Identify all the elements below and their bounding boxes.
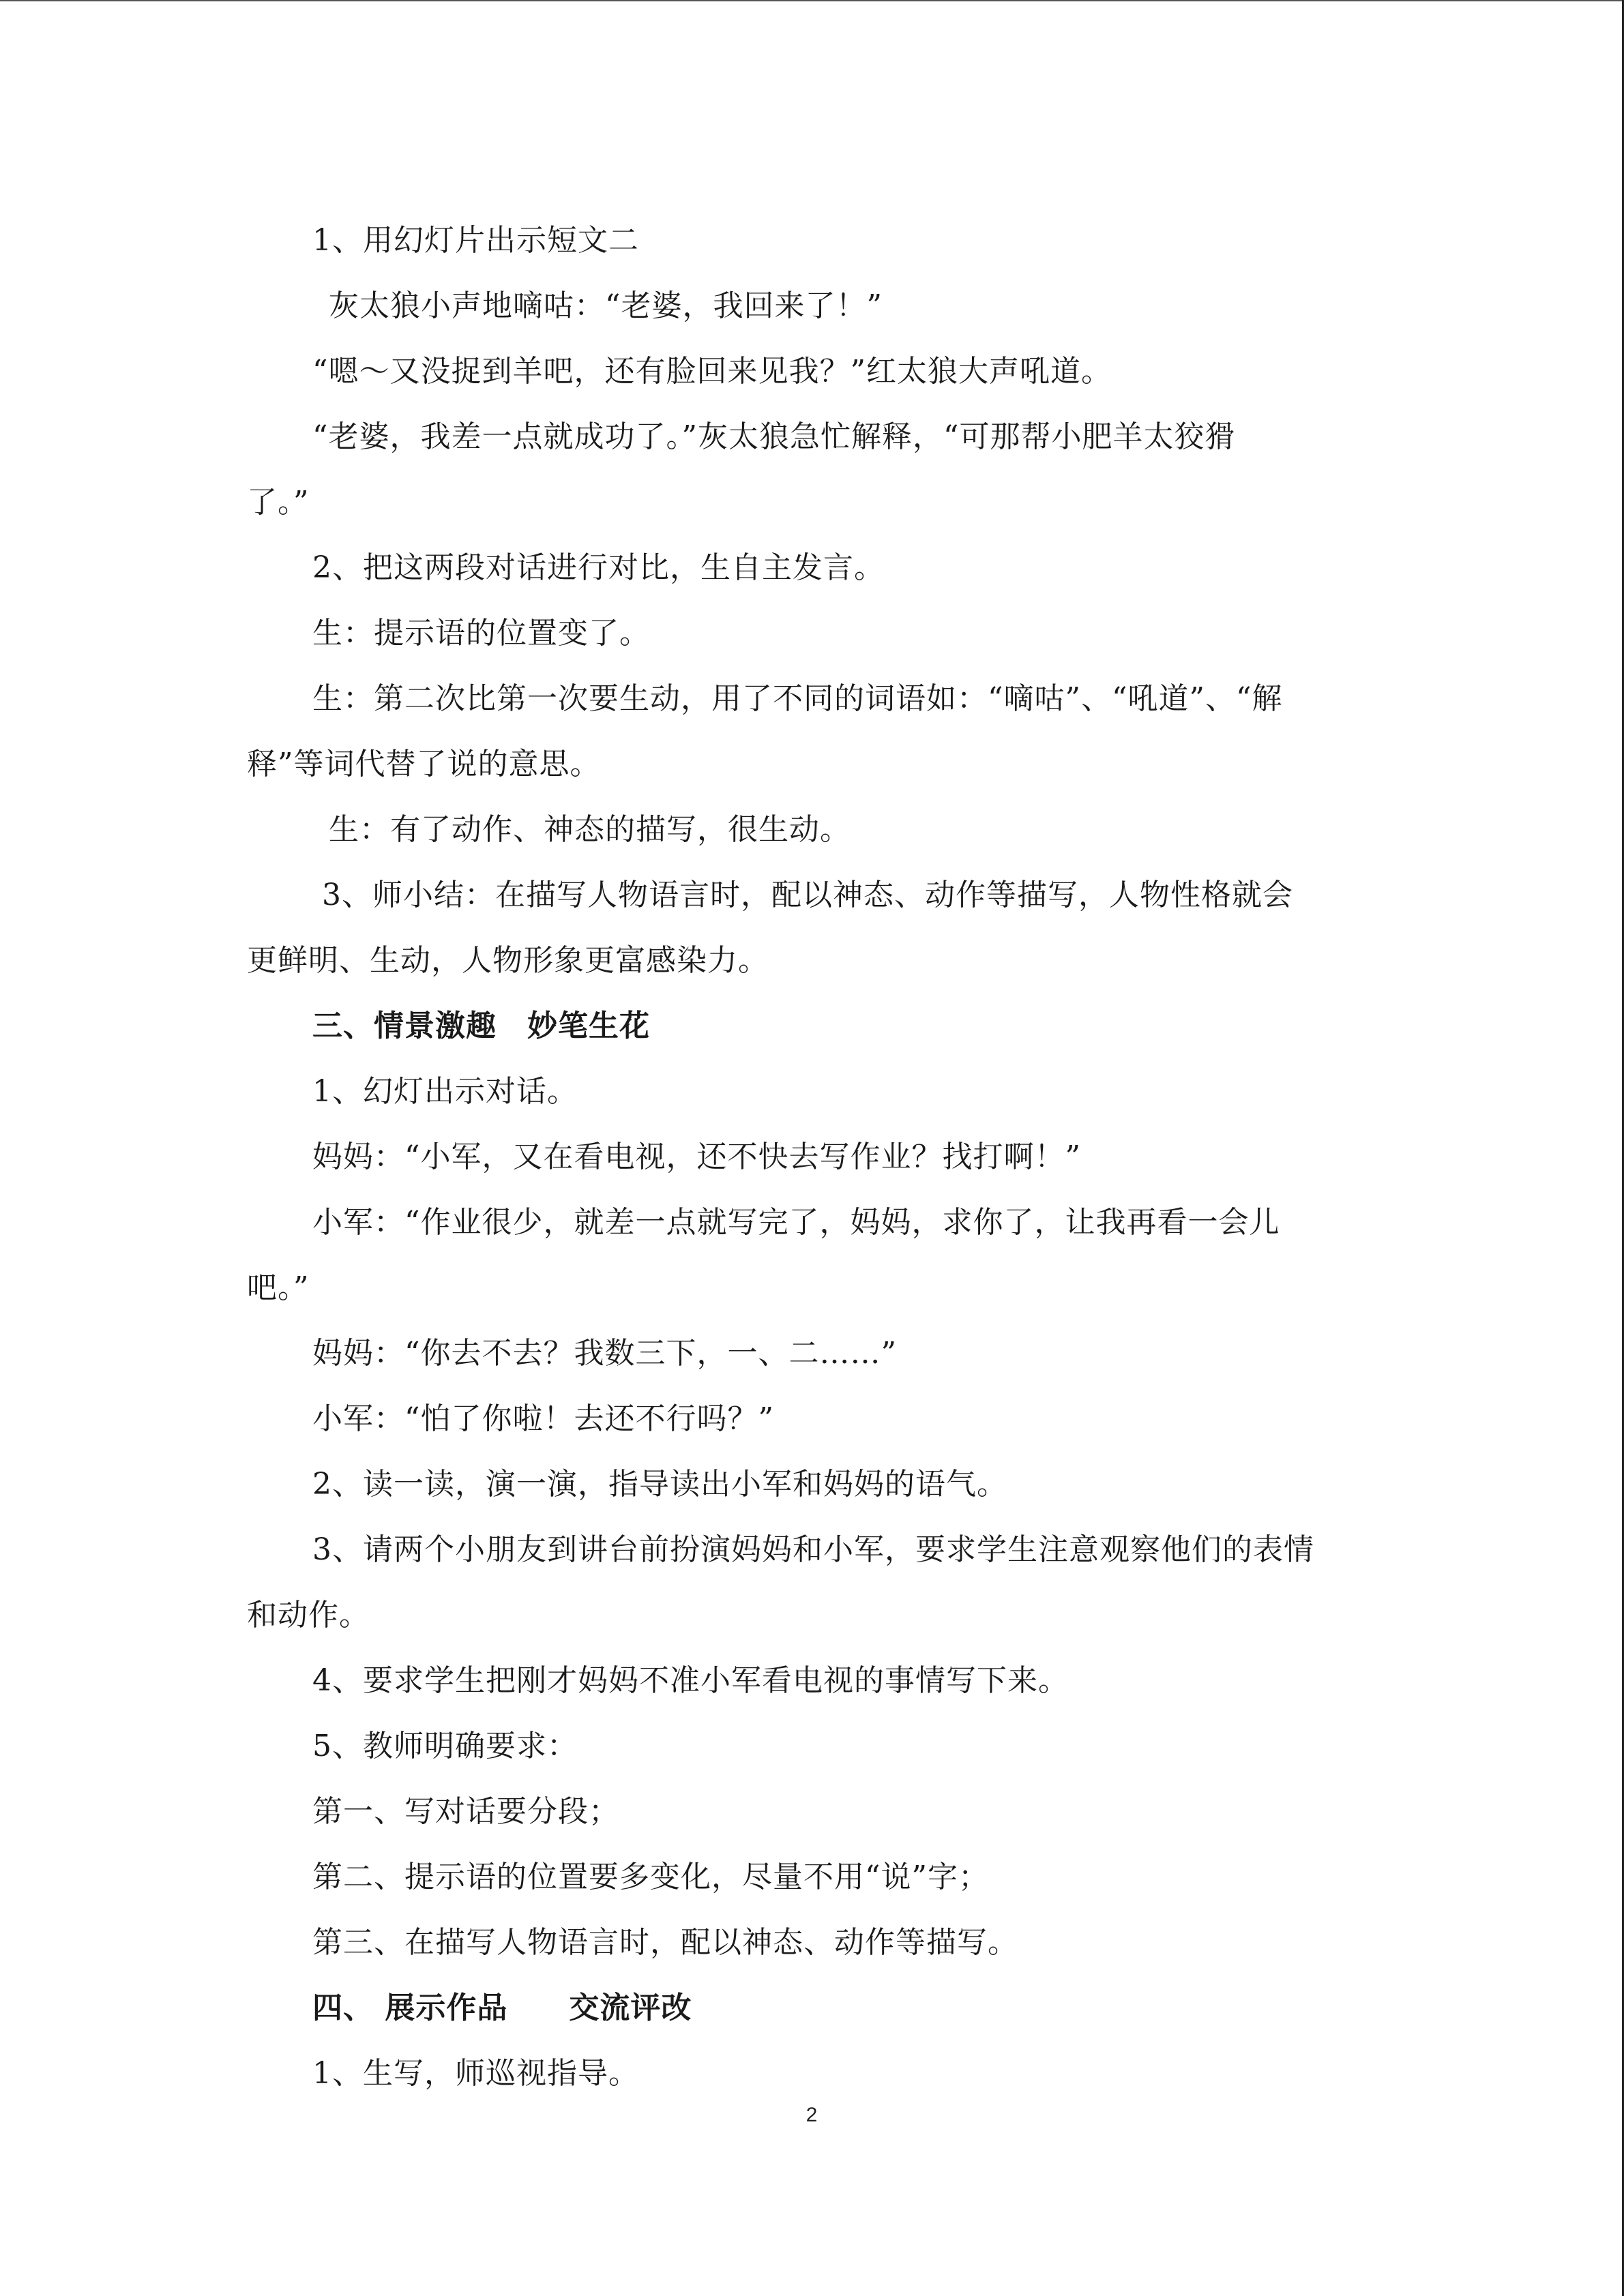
text-line: 小军：“作业很少，就差一点就写完了，妈妈，求你了，让我再看一会儿 bbox=[312, 1205, 1280, 1240]
text-line: 生：提示语的位置变了。 bbox=[312, 616, 650, 651]
text-line: 5、教师明确要求： bbox=[312, 1729, 578, 1763]
top-border-line bbox=[0, 0, 1624, 1]
text-line: “嗯～又没捉到羊吧，还有脸回来见我？”红太狼大声吼道。 bbox=[312, 354, 1112, 389]
body-text bbox=[247, 208, 1379, 2106]
text-line: 了。” bbox=[247, 485, 310, 520]
text-line: 1、生写，师巡视指导。 bbox=[312, 2056, 639, 2091]
section-heading: 三、情景激趣 妙笔生花 bbox=[312, 1009, 650, 1043]
text-line: 3、师小结：在描写人物语言时，配以神态、动作等描写，人物性格就会 bbox=[322, 878, 1293, 912]
text-line: 小军：“怕了你啦！去还不行吗？” bbox=[312, 1401, 774, 1436]
text-line: 灰太狼小声地嘀咕：“老婆，我回来了！” bbox=[329, 288, 883, 323]
section-heading: 四、 展示作品 交流评改 bbox=[312, 1991, 692, 2025]
text-line: 2、把这两段对话进行对比，生自主发言。 bbox=[312, 550, 885, 585]
text-line: 生：有了动作、神态的描写，很生动。 bbox=[329, 812, 851, 847]
text-line: 释”等词代替了说的意思。 bbox=[247, 747, 601, 781]
text-line: 吧。” bbox=[247, 1270, 310, 1305]
text-line: 妈妈：“小军，又在看电视，还不快去写作业？找打啊！” bbox=[312, 1139, 1081, 1174]
text-line: 2、读一读，演一演，指导读出小军和妈妈的语气。 bbox=[312, 1467, 1007, 1502]
text-line: 1、幻灯出示对话。 bbox=[312, 1074, 578, 1109]
page-number: 2 bbox=[806, 2104, 818, 2126]
text-line: 第三、在描写人物语言时，配以神态、动作等描写。 bbox=[312, 1925, 1018, 1960]
text-line: 和动作。 bbox=[247, 1598, 370, 1632]
text-line: 第二、提示语的位置要多变化，尽量不用“说”字； bbox=[312, 1860, 989, 1894]
text-line: 3、请两个小朋友到讲台前扮演妈妈和小军，要求学生注意观察他们的表情 bbox=[312, 1532, 1314, 1567]
text-line: 更鲜明、生动，人物形象更富感染力。 bbox=[247, 943, 769, 978]
text-line: 妈妈：“你去不去？我数三下，一、二……” bbox=[312, 1336, 897, 1371]
text-line: “老婆，我差一点就成功了。”灰太狼急忙解释，“可那帮小肥羊太狡猾 bbox=[312, 419, 1236, 454]
text-line: 1、用幻灯片出示短文二 bbox=[312, 223, 639, 258]
text-line: 生：第二次比第一次要生动，用了不同的词语如：“嘀咕”、“吼道”、“解 bbox=[312, 681, 1283, 716]
text-line: 4、要求学生把刚才妈妈不准小军看电视的事情写下来。 bbox=[312, 1663, 1069, 1698]
text-line: 第一、写对话要分段； bbox=[312, 1794, 619, 1829]
